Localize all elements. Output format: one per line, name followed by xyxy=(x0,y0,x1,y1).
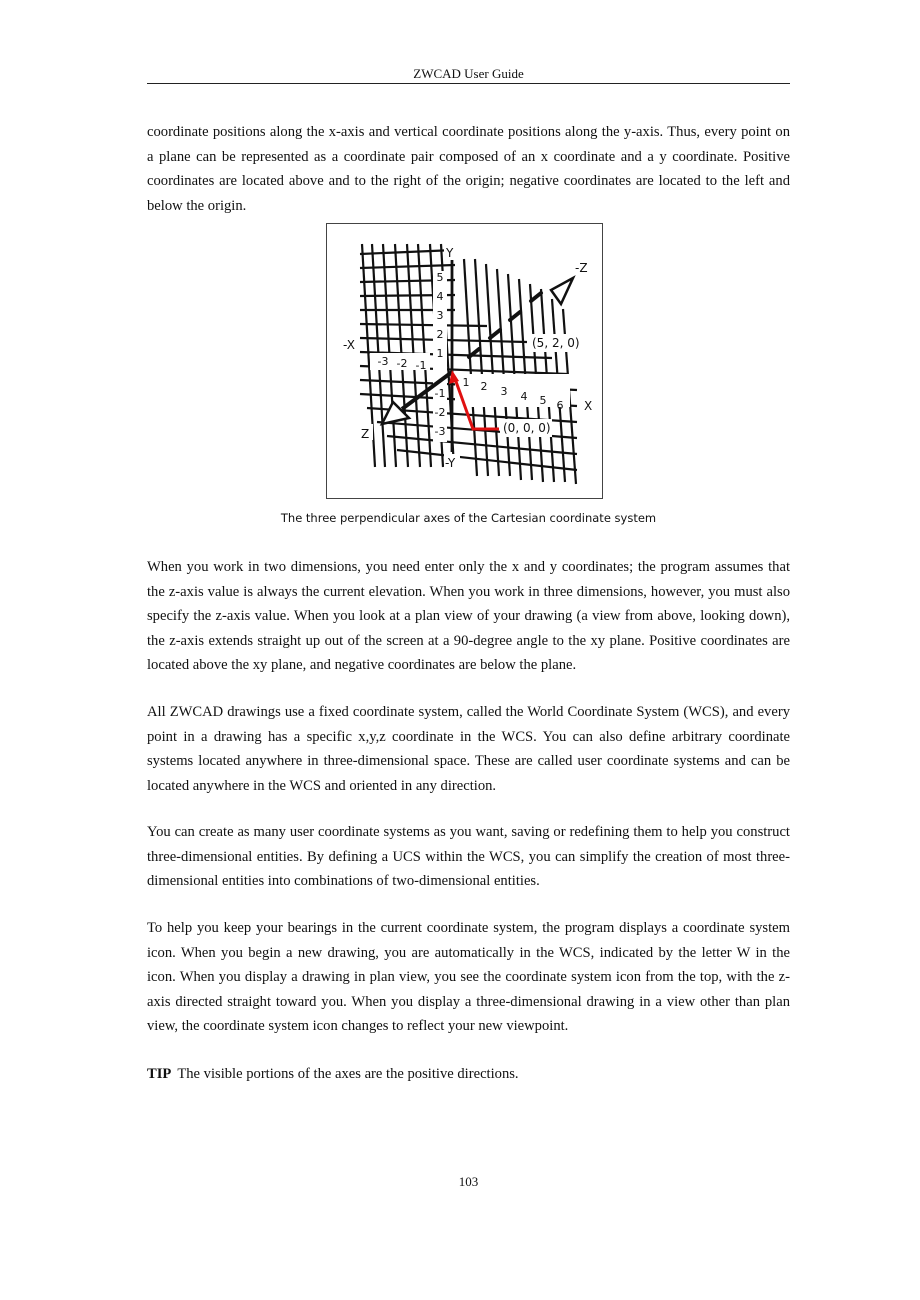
x-tick-label: 3 xyxy=(500,385,508,398)
paragraph-world-coordinate-system: All ZWCAD drawings use a fixed coordinate system, called the World Coordinate System (WCS), and every point in a drawing has a specific x,y,z coordinate in the WCS. You can also define arbitrary coordinate systems located anywhere in three-dimensional space. These are called user coordinate systems and can be located anywhere in the WCS and oriented in any direction. xyxy=(147,704,790,794)
y-tick-label: 5 xyxy=(436,271,444,284)
x-tick-label: 2 xyxy=(480,380,488,393)
tip-text: The visible portions of the axes are the positive directions. xyxy=(177,1066,519,1082)
x-tick-label: 6 xyxy=(556,399,564,412)
neg-x-tick-label: -3 xyxy=(377,355,389,368)
paragraph-user-coordinate-systems: You can create as many user coordinate systems as you want, saving or redefining them to help you construct three-dimensional entities. By defining a UCS within the WCS, you can simplify the creation of most three-dimensional entities into combinations of two-dimensional entities. xyxy=(147,824,790,889)
neg-x-tick-label: -1 xyxy=(415,359,427,372)
figure-caption: The three perpendicular axes of the Cartesian coordinate system xyxy=(280,511,657,525)
point-label-b: (0, 0, 0) xyxy=(503,421,551,435)
y-axis-label: Y xyxy=(446,246,454,260)
tip-note xyxy=(147,1062,519,1086)
y-tick-label: 1 xyxy=(436,347,444,360)
paragraph-coordinate-system-icon: To help you keep your bearings in the current coordinate system, the program displays a coordinate system icon. When you begin a new drawing, you are automatically in the WCS, indicated by the letter W in the icon. When you display a drawing in plan view, you see the coordinate system icon from the top, with the z-axis directed straight toward you. When you display a three-dimensional drawing in a view other than plan view, the coordinate system icon changes to reflect your new viewpoint. xyxy=(147,920,790,1034)
neg-z-axis-label: -Z xyxy=(575,261,588,275)
neg-y-axis-label: -Y xyxy=(445,456,456,470)
x-tick-label: 1 xyxy=(462,376,470,389)
neg-x-axis-label: -X xyxy=(343,338,355,352)
z-axis-cone-negative xyxy=(551,278,573,304)
page-number: 103 xyxy=(458,1174,479,1189)
y-tick-label: -1 xyxy=(434,387,446,400)
cartesian-axes-diagram xyxy=(327,224,604,500)
running-header: ZWCAD User Guide xyxy=(413,66,524,81)
y-tick-label: 3 xyxy=(436,309,444,322)
y-tick-label: 2 xyxy=(436,328,444,341)
x-tick-label: 4 xyxy=(520,390,528,403)
x-axis-label: X xyxy=(584,399,593,413)
y-tick-label: 4 xyxy=(436,290,444,303)
y-tick-label: -2 xyxy=(434,406,446,419)
paragraph-coordinate-positions: coordinate positions along the x-axis and vertical coordinate positions along the y-axis. Thus, every point on a plane can be represented as a coordinate pair composed of an x coordinate and a y coordinate. Positive coordinates are located above and to the right of the origin; negative coordinates are located to the left and below the origin. xyxy=(147,124,790,214)
y-tick-label: -3 xyxy=(434,425,446,438)
point-label-a: (5, 2, 0) xyxy=(532,336,580,350)
z-axis-label: Z xyxy=(361,427,370,441)
paragraph-two-dimensions: When you work in two dimensions, you need enter only the x and y coordinates; the program assumes that the z-axis value is always the current elevation. When you work in three dimensions, however, you must also specify the z-axis value. When you look at a plan view of your drawing (a view from above, looking down), the z-axis extends straight up out of the screen at a 90-degree angle to the xy plane. Positive coordinates are located above the xy plane, and negative coordinates are below the plane. xyxy=(147,559,790,673)
tip-label: TIP xyxy=(147,1066,172,1082)
x-tick-label: 5 xyxy=(539,394,547,407)
neg-x-tick-label: -2 xyxy=(396,357,408,370)
header-rule xyxy=(147,83,790,84)
cartesian-axes-figure xyxy=(326,223,603,499)
